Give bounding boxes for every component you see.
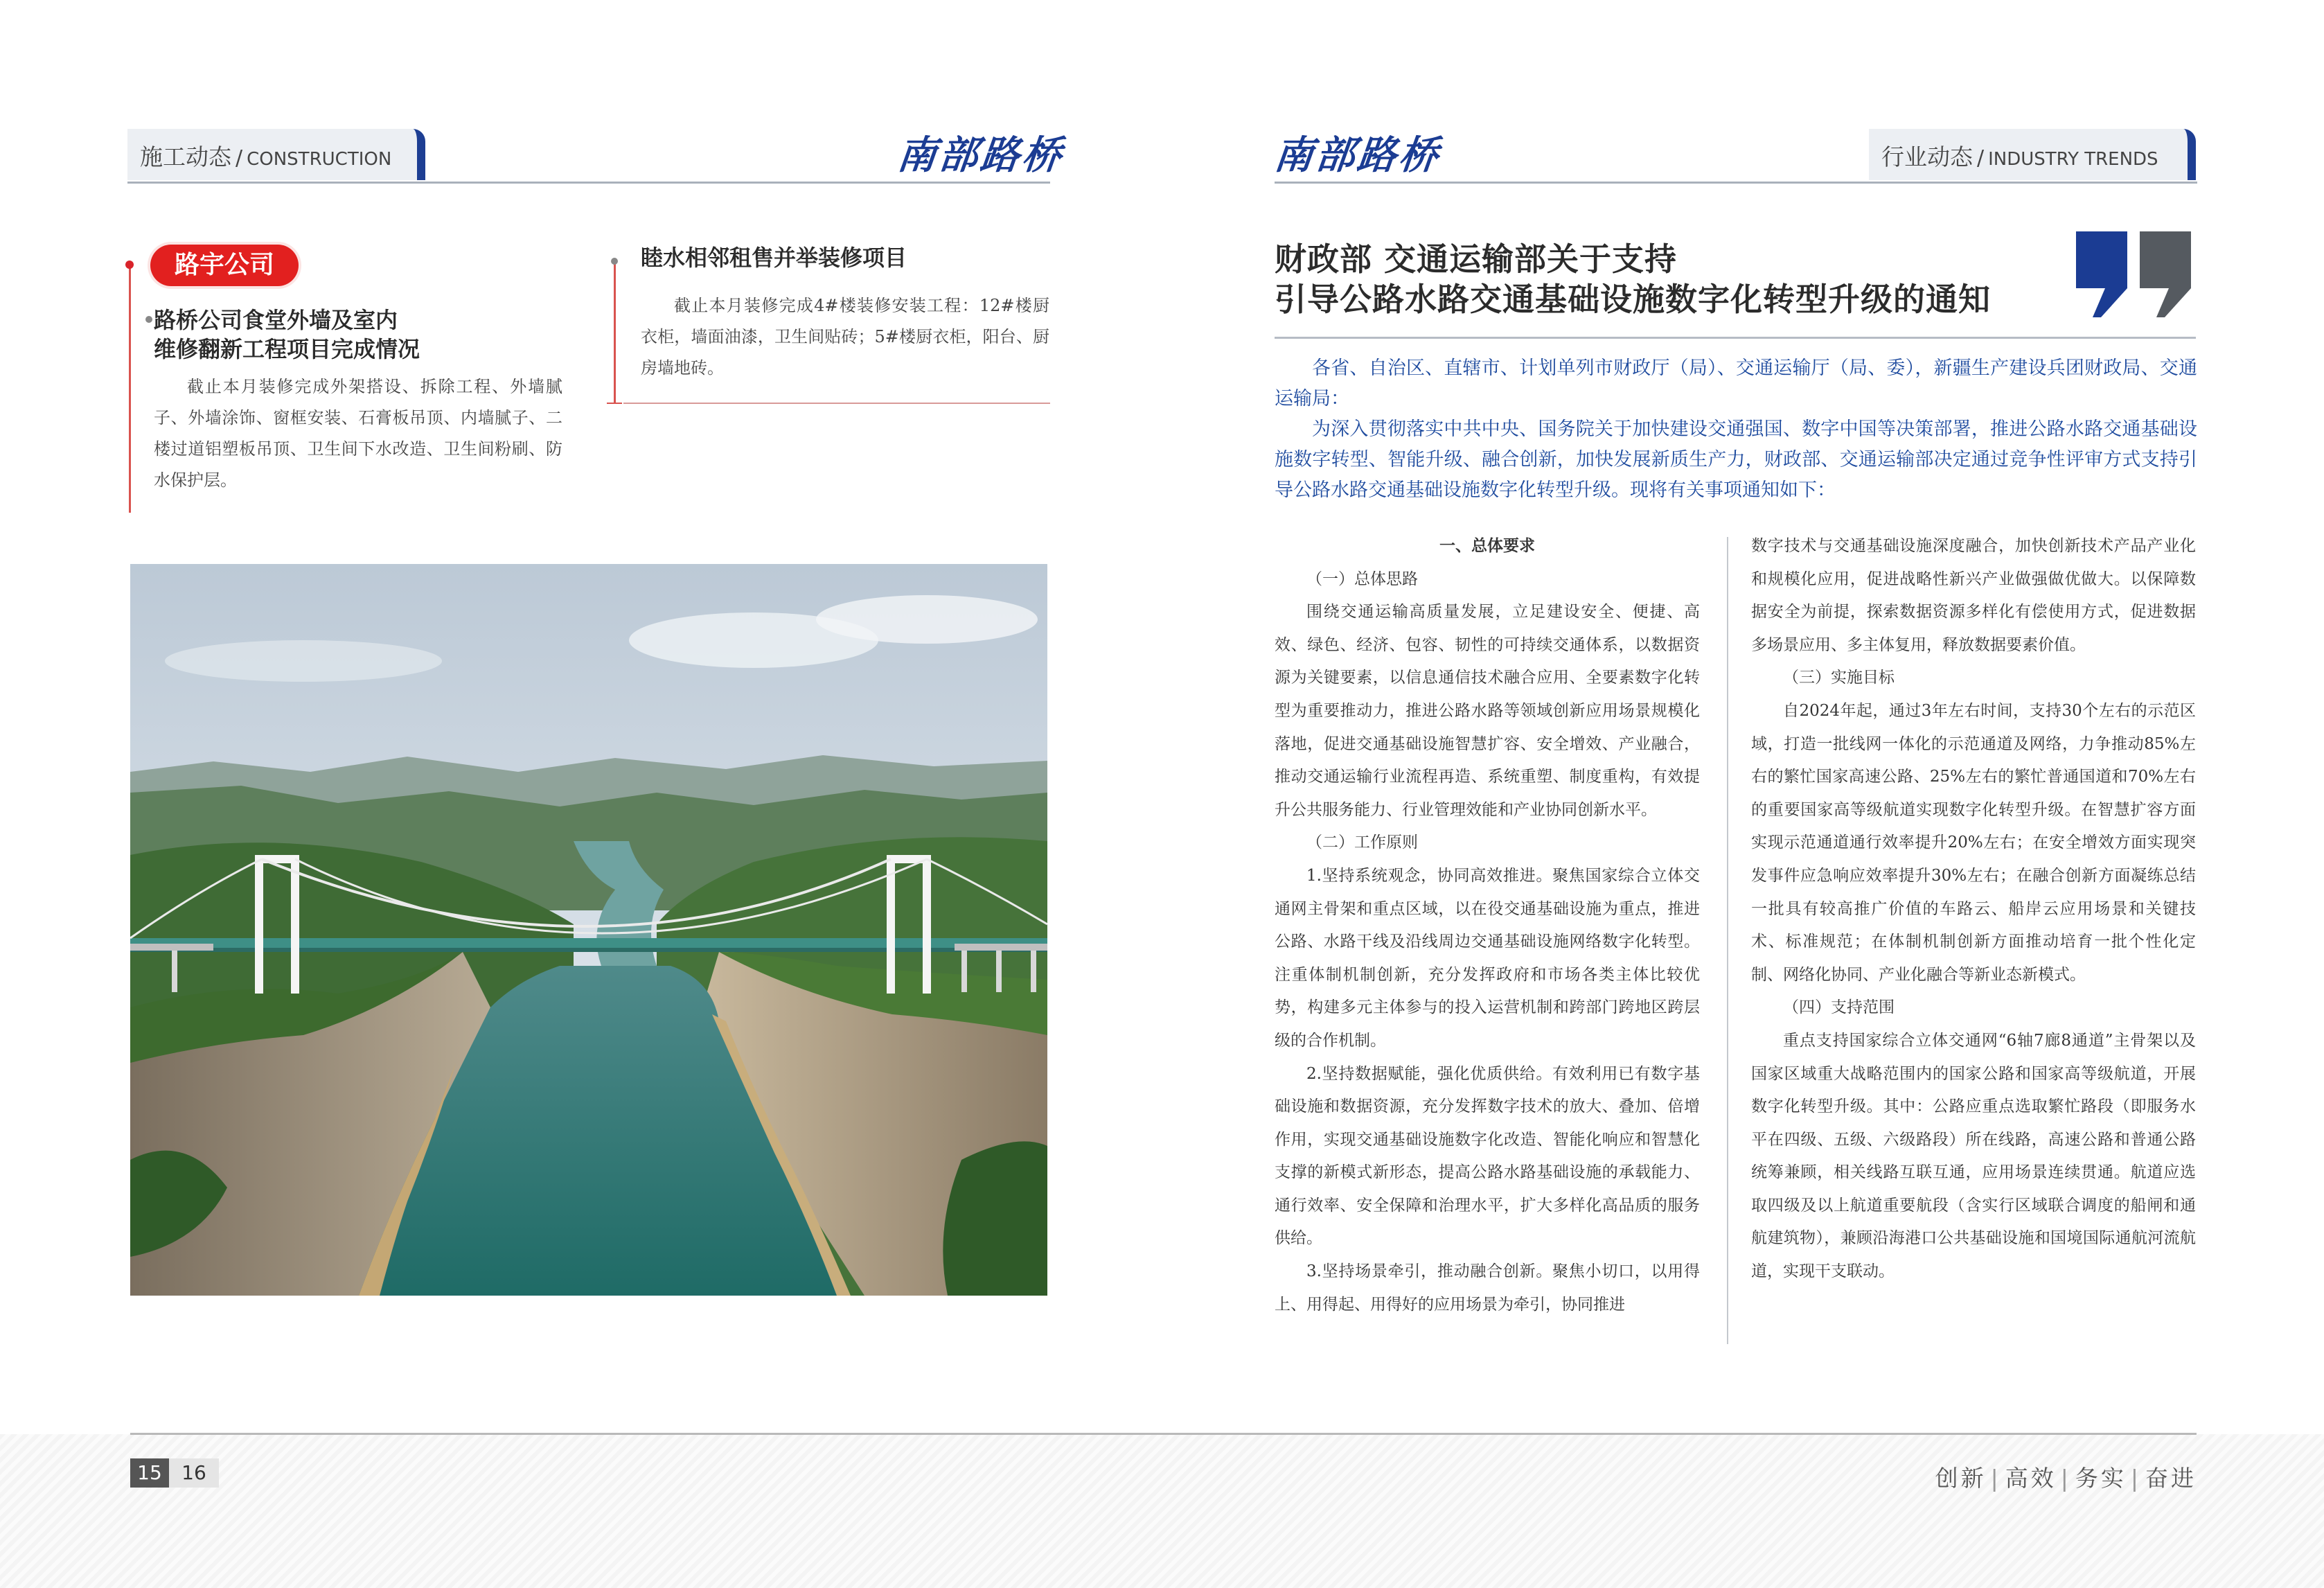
body-column-2 [1751, 530, 2196, 1289]
notice-intro [1275, 353, 2197, 506]
section-header-construction [127, 129, 425, 180]
subsection-heading: （四）支持范围 [1783, 998, 1895, 1017]
article-title-line1: 路桥公司食堂外墙及室内 [154, 307, 398, 333]
body-paragraph: 重点支持国家综合立体交通网“6轴7廊8通道”主骨架以及国家区域重大战略范围内的国家公路和国家高等级航道，开展数字化转型升级。其中：公路应重点选取繁忙路段（即服务水平在四级、五级、六级路段）所在线路，高速公路和普通公路统筹兼顾，相关线路互联互通，应用场景连续贯通。航道应选取四级及以上航道重要航段（含实行区域联合调度的船闸和通航建筑物），兼顾沿海港口公共基础设施和国境国际通航河流航道，实现干支联动。 [1751, 1031, 2196, 1281]
article-body: 截止本月装修完成外架搭设、拆除工程、外墙腻子、外墙涂饰、窗框安装、石膏板吊顶、内墙腻子、二楼过道铝塑板吊顶、卫生间下水改造、卫生间粉刷、防水保护层。 [154, 377, 562, 490]
article-underline [623, 403, 1050, 404]
section-header-slash: / [1977, 146, 1985, 170]
slogan-word: 奋进 [2145, 1465, 2197, 1492]
intro-preamble: 为深入贯彻落实中共中央、国务院关于加快建设交通强国、数字中国等决策部署，推进公路水路交通基础设施数字转型、智能升级、融合创新，加快发展新质生产力，财政部、交通运输部决定通过竞争性评审方式支持引导公路水路交通基础设施数字化转型升级。现将有关事项通知如下： [1275, 418, 2197, 501]
quote-mark-icon [2073, 229, 2195, 321]
subsection-heading: （二）工作原则 [1306, 833, 1418, 852]
body-paragraph: 1.坚持系统观念，协同高效推进。聚焦国家综合立体交通网主骨架和重点区域，以在役交通基础设施为重点，推进公路、水路干线及沿线周边交通基础设施网络数字化转型。注重体制机制创新，充分发挥政府和市场各类主体比较优势，构建多元主体参与的投入运营机制和跨部门跨地区跨层级的合作机制。 [1275, 866, 1700, 1050]
intro-recipients: 各省、自治区、直辖市、计划单列市财政厅（局）、交通运输厅（局、委），新疆生产建设兵团财政局、交通运输局： [1275, 358, 2197, 409]
timeline-line [129, 265, 131, 513]
header-rule [127, 182, 1050, 184]
article-title-line2: 维修翻新工程项目完成情况 [154, 336, 420, 362]
article-bullet-dot [145, 316, 152, 323]
company-badge: 路宇公司 [150, 245, 299, 286]
timeline-end-marker [607, 403, 622, 404]
header-rule-right [1275, 182, 2197, 184]
body-paragraph: 2.坚持数据赋能，强化优质供给。有效利用已有数字基础设施和数据资源，充分发挥数字技术的放大、叠加、倍增作用，实现交通基础设施数字化改造、智能化响应和智慧化支撑的新模式新形态，提高公路水路基础设施的承载能力、通行效率、安全保障和治理水平，扩大多样化高品质的服务供给。 [1275, 1064, 1700, 1248]
page-number-right: 16 [169, 1458, 219, 1488]
slogan-word: 务实 [2075, 1465, 2127, 1492]
brand-logo-right: 南部路桥 [1272, 132, 1444, 178]
column-divider [1727, 537, 1728, 1344]
slogan-separator: | [2060, 1465, 2071, 1492]
page-number-left: 15 [130, 1458, 169, 1488]
article-body-2: 截止本月装修完成4#楼装修安装工程：12#楼厨衣柜，墙面油漆，卫生间贴砖；5#楼厨衣柜，阳台、厨房墙地砖。 [641, 296, 1049, 378]
body-paragraph: 数字技术与交通基础设施深度融合，加快创新技术产品产业化和规模化应用，促进战略性新兴产业做强做优做大。以保障数据安全为前提，探索数据资源多样化有偿使用方式，促进数据多场景应用、多主体复用，释放数据要素价值。 [1751, 537, 2196, 654]
section-header-cn: 行业动态 [1881, 143, 1973, 170]
section-header-slash: / [236, 146, 243, 170]
notice-title-line1: 财政部 交通运输部关于支持 [1275, 240, 1678, 278]
body-paragraph: 3.坚持场景牵引，推动融合创新。聚焦小切口，以用得上、用得起、用得好的应用场景为牵引，协同推进 [1275, 1262, 1700, 1314]
footer-rule [130, 1433, 2197, 1435]
subsection-heading: （三）实施目标 [1783, 669, 1895, 687]
section-header-en: INDUSTRY TRENDS [1988, 149, 2158, 170]
article-bullet-dot-2 [611, 258, 618, 265]
article-title [154, 306, 514, 364]
timeline-line-2 [614, 262, 616, 403]
section-header-cn: 施工动态 [140, 143, 231, 170]
subsection-heading: （一）总体思路 [1306, 570, 1418, 588]
timeline-dot [125, 261, 134, 269]
slogan-word: 创新 [1935, 1465, 1987, 1492]
section-header-industry [1869, 129, 2196, 180]
body-column-1 [1275, 530, 1700, 1321]
footer-slogan [1935, 1461, 2197, 1493]
slogan-word: 高效 [2005, 1465, 2057, 1492]
body-paragraph: 自2024年起，通过3年左右时间，支持30个左右的示范区域，打造一批线网一体化的示范通道及网络，力争推动85%左右的繁忙国家高速公路、25%左右的繁忙普通国道和70%左右的重要国家高等级航道实现数字化转型升级。在智慧扩容方面实现示范通道通行效率提升20%左右；在安全增效方面实现突发事件应急响应效率提升30%左右；在融合创新方面凝练总结一批具有较高推广价值的车路云、船岸云应用场景和关键技术、标准规范；在体制机制创新方面推动培育一批个性化定制、网络化协同、产业化融合等新业态新模式。 [1751, 701, 2196, 984]
article-title-2: 睦水相邻租售并举装修项目 [641, 245, 907, 271]
slogan-separator: | [2130, 1465, 2141, 1492]
suspension-bridge-photo [130, 564, 1047, 1296]
title-rule [1275, 337, 2196, 339]
section-heading: 一、总体要求 [1439, 537, 1535, 555]
section-header-en: CONSTRUCTION [247, 149, 392, 170]
brand-logo: 南部路桥 [895, 132, 1067, 178]
body-paragraph: 围绕交通运输高质量发展，立足建设安全、便捷、高效、绿色、经济、包容、韧性的可持续交通体系，以数据资源为关键要素，以信息通信技术融合应用、全要素数字化转型为重要推动力，推进公路水路等领域创新应用场景规模化落地，促进交通基础设施智慧扩容、安全增效、产业融合，推动交通运输行业流程再造、系统重塑、制度重构，有效提升公共服务能力、行业管理效能和产业协同创新水平。 [1275, 603, 1700, 819]
slogan-separator: | [1990, 1465, 2001, 1492]
footer-band [0, 1434, 2324, 1588]
notice-title-line2: 引导公路水路交通基础设施数字化转型升级的通知 [1275, 281, 1991, 318]
